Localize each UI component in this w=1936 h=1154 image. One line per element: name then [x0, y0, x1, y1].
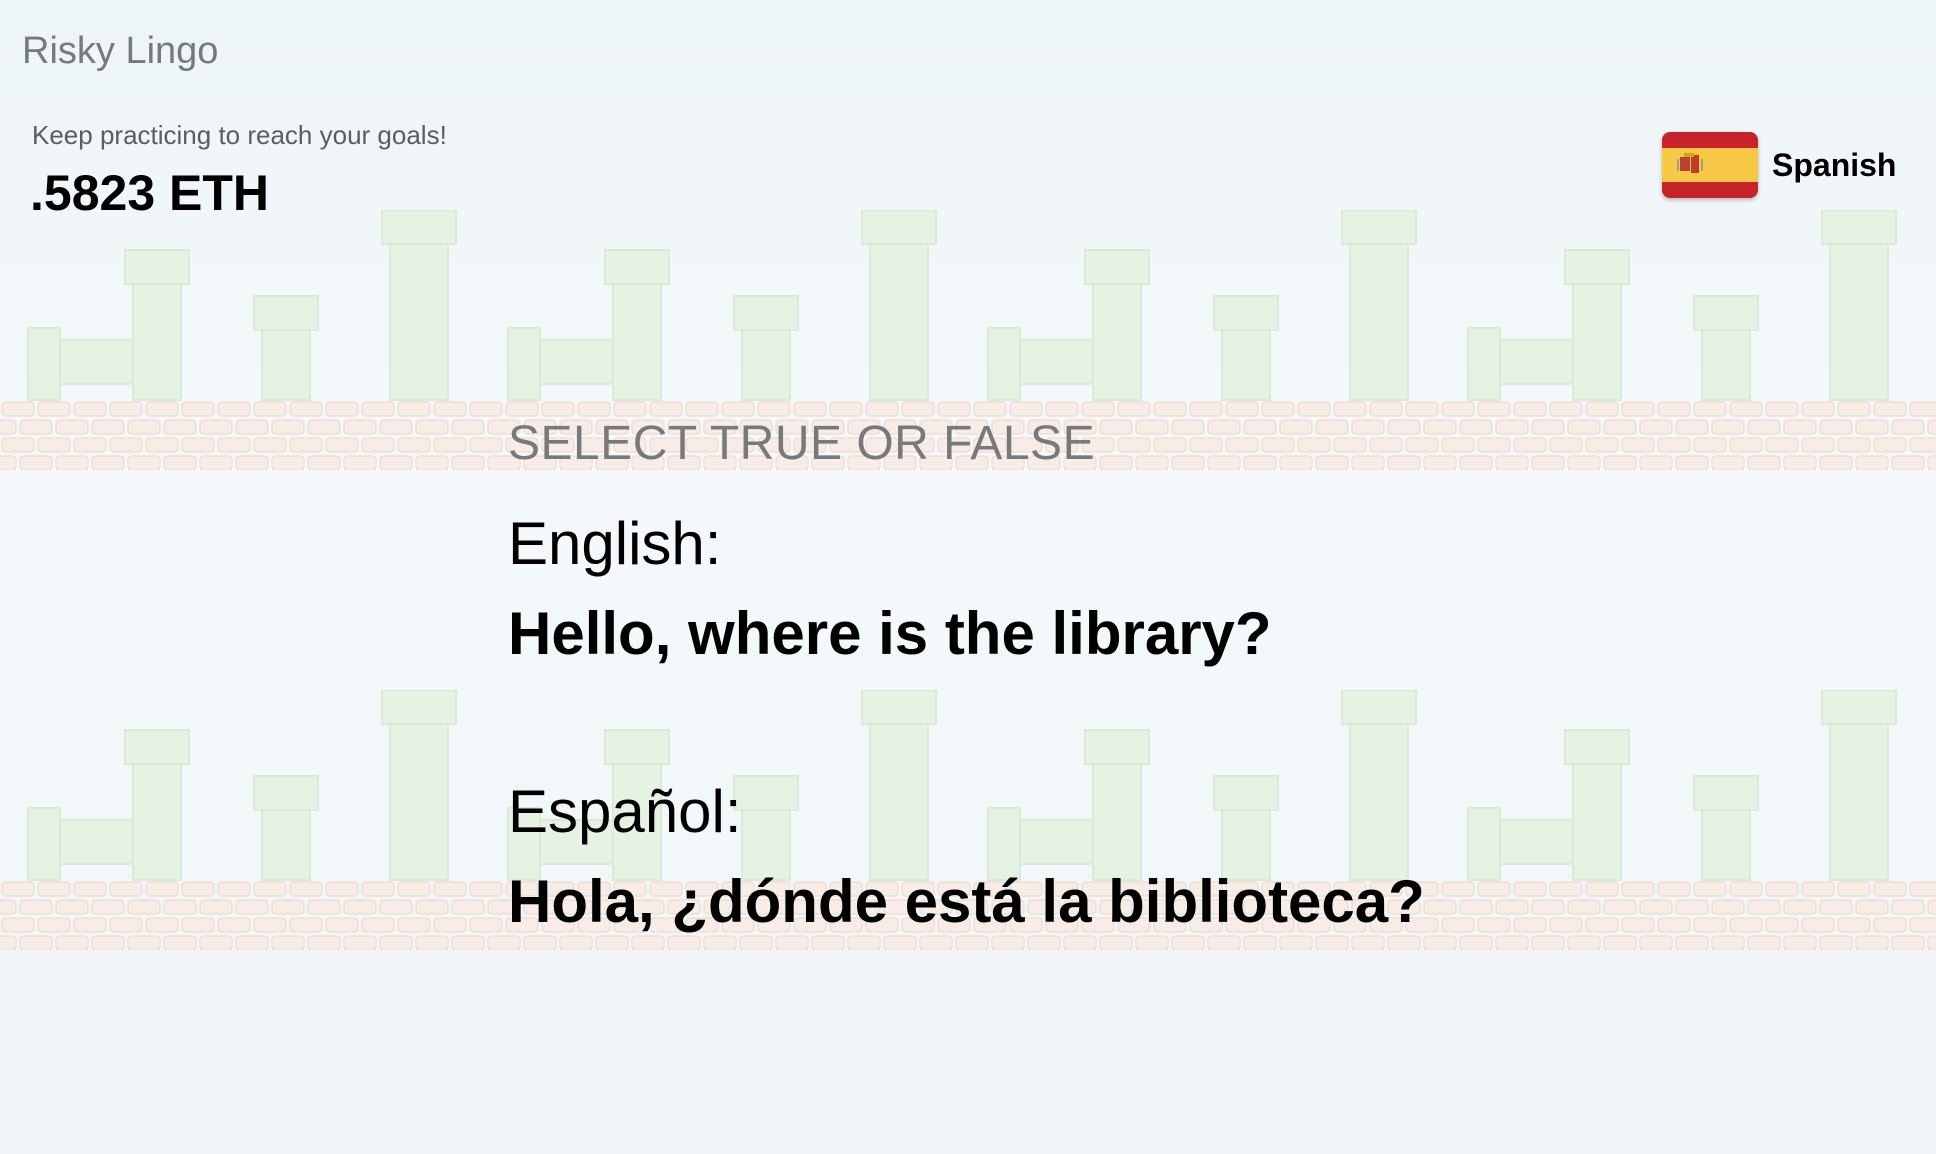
- language-selector[interactable]: [1658, 128, 1900, 202]
- target-language-label: Español:: [508, 778, 742, 845]
- spain-flag-icon: [1662, 132, 1758, 198]
- eth-balance: .5823 ETH: [30, 165, 270, 221]
- selected-language-label: Spanish: [1772, 146, 1897, 183]
- quiz-card: [508, 416, 1425, 935]
- goal-message: Keep practicing to reach your goals!: [32, 120, 447, 150]
- target-sentence: Hola, ¿dónde está la biblioteca?: [508, 868, 1425, 935]
- app-title: Risky Lingo: [22, 30, 219, 72]
- quiz-prompt: SELECT TRUE OR FALSE: [508, 417, 1096, 470]
- source-sentence: Hello, where is the library?: [508, 600, 1272, 667]
- source-language-label: English:: [508, 510, 722, 577]
